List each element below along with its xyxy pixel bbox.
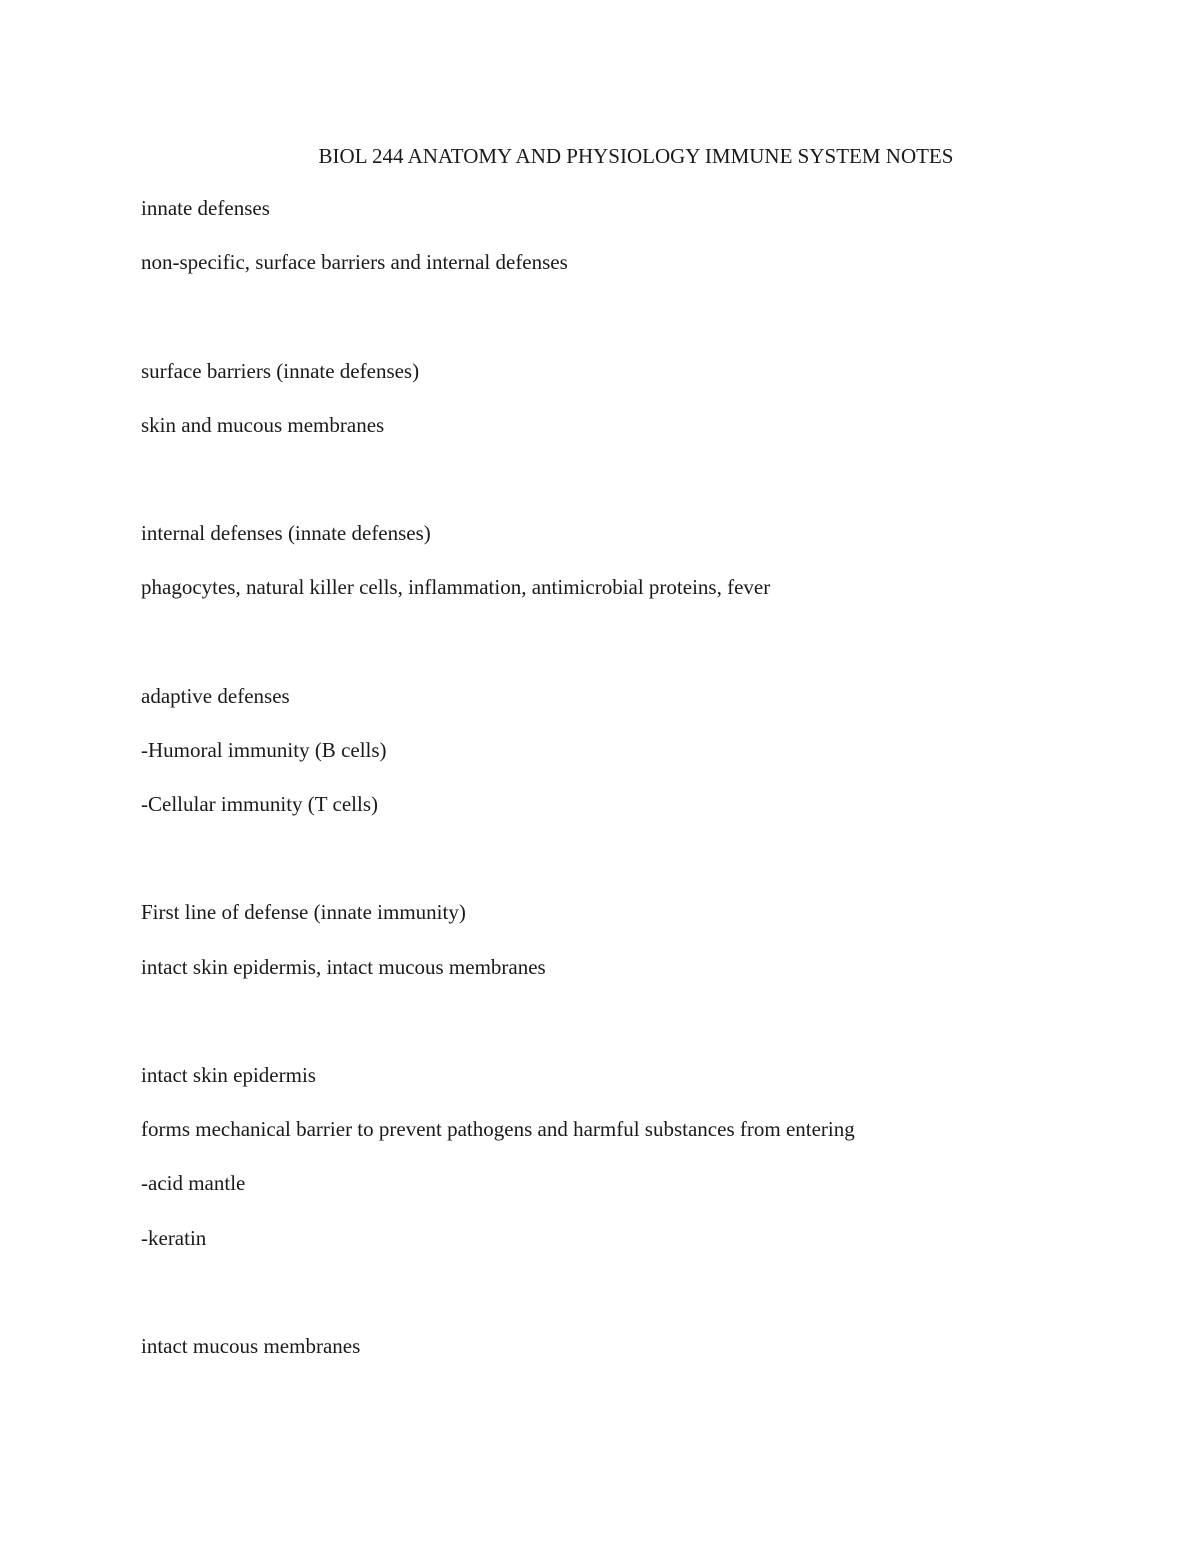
section-line: -Cellular immunity (T cells) [141,792,378,817]
document-title: BIOL 244 ANATOMY AND PHYSIOLOGY IMMUNE SYSTEM NOTES [318,144,954,168]
blank-line [141,845,1141,899]
blank-line [141,629,1141,683]
section-heading: surface barriers (innate defenses) [141,358,420,383]
section-line: non-specific, surface barriers and internal defenses [141,250,568,275]
blank-line [141,466,1141,520]
section-heading: internal defenses (innate defenses) [141,521,431,546]
section-line: -Humoral immunity (B cells) [141,737,387,762]
section-heading: First line of defense (innate immunity) [141,900,466,925]
section-line: -keratin [141,1225,207,1250]
blank-line [141,1279,1141,1333]
blank-line [141,303,1141,357]
section-line: intact skin epidermis, intact mucous membranes [141,954,546,979]
blank-line [141,1008,1141,1062]
document-body [141,195,1141,1387]
section-line: skin and mucous membranes [141,412,385,437]
section-line: phagocytes, natural killer cells, inflammation, antimicrobial proteins, fever [141,575,771,600]
section-heading: intact mucous membranes [141,1333,361,1358]
section-heading: innate defenses [141,196,270,220]
section-heading: adaptive defenses [141,683,290,708]
section-heading: intact skin epidermis [141,1063,316,1087]
section-line: forms mechanical barrier to prevent pathogens and harmful substances from entering [141,1117,855,1142]
section-line: -acid mantle [141,1171,246,1196]
